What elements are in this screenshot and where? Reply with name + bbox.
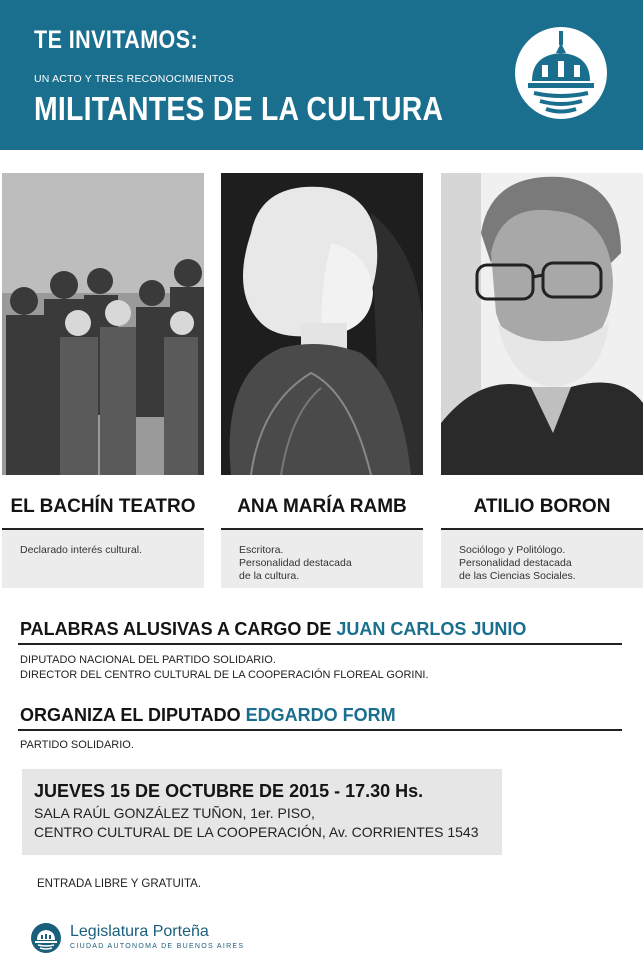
honoree-name: ATILIO BORON [473,496,611,517]
description-line: Personalidad destacada [459,557,572,569]
event-info-box [22,769,502,855]
divider [18,729,622,731]
speaker-detail-line: DIPUTADO NACIONAL DEL PARTIDO SOLIDARIO. [20,654,276,666]
honoree-description [221,528,423,588]
honoree-description [441,528,643,588]
event-address: CENTRO CULTURAL DE LA COOPERACIÓN, Av. CORRIENTES 1543 [34,824,479,840]
footer-org-name: Legislatura Porteña [70,923,209,940]
header-headline: MILITANTES DE LA CULTURA [34,90,444,127]
organizer-prefix: ORGANIZA EL DIPUTADO [20,705,246,725]
honoree-name: EL BACHÍN TEATRO [10,496,196,517]
speaker-prefix: PALABRAS ALUSIVAS A CARGO DE [20,619,337,639]
organizer-details [20,738,134,753]
description-line: Escritora. [239,544,284,556]
header-banner [0,0,643,150]
honoree-description [2,528,204,588]
header-title: TE INVITAMOS: [34,26,199,54]
legislature-dome-icon [30,919,62,955]
description-line: de la cultura. [239,570,300,582]
organizer-detail-line: PARTIDO SOLIDARIO. [20,739,134,751]
entry-note: ENTRADA LIBRE Y GRATUITA. [37,878,202,890]
speaker-detail-line: DIRECTOR DEL CENTRO CULTURAL DE LA COOPERACIÓN FLOREAL GORINI. [20,669,429,681]
photo-el-bachin-teatro [2,173,204,475]
divider [18,643,622,645]
photo-atilio-boron [441,173,643,475]
speaker-name: JUAN CARLOS JUNIO [336,619,527,639]
organizer-heading [20,705,396,726]
honoree-name: ANA MARÍA RAMB [237,496,407,517]
legislature-dome-icon [514,19,608,127]
event-date: JUEVES 15 DE OCTUBRE DE 2015 - 17.30 Hs. [34,781,424,801]
description-line: Sociólogo y Politólogo. [459,544,566,556]
header-subtitle: UN ACTO Y TRES RECONOCIMIENTOS [34,73,234,85]
photo-ana-maria-ramb [221,173,423,475]
event-venue: SALA RAÚL GONZÁLEZ TUÑON, 1er. PISO, [34,805,315,821]
footer-org-subtitle: CIUDAD AUTONOMA DE BUENOS AIRES [70,943,245,950]
speaker-heading [20,619,526,640]
description-line: Declarado interés cultural. [20,544,142,556]
description-line: de las Ciencias Sociales. [459,570,576,582]
speaker-details [20,653,429,683]
organizer-name: EDGARDO FORM [245,705,396,725]
description-line: Personalidad destacada [239,557,352,569]
